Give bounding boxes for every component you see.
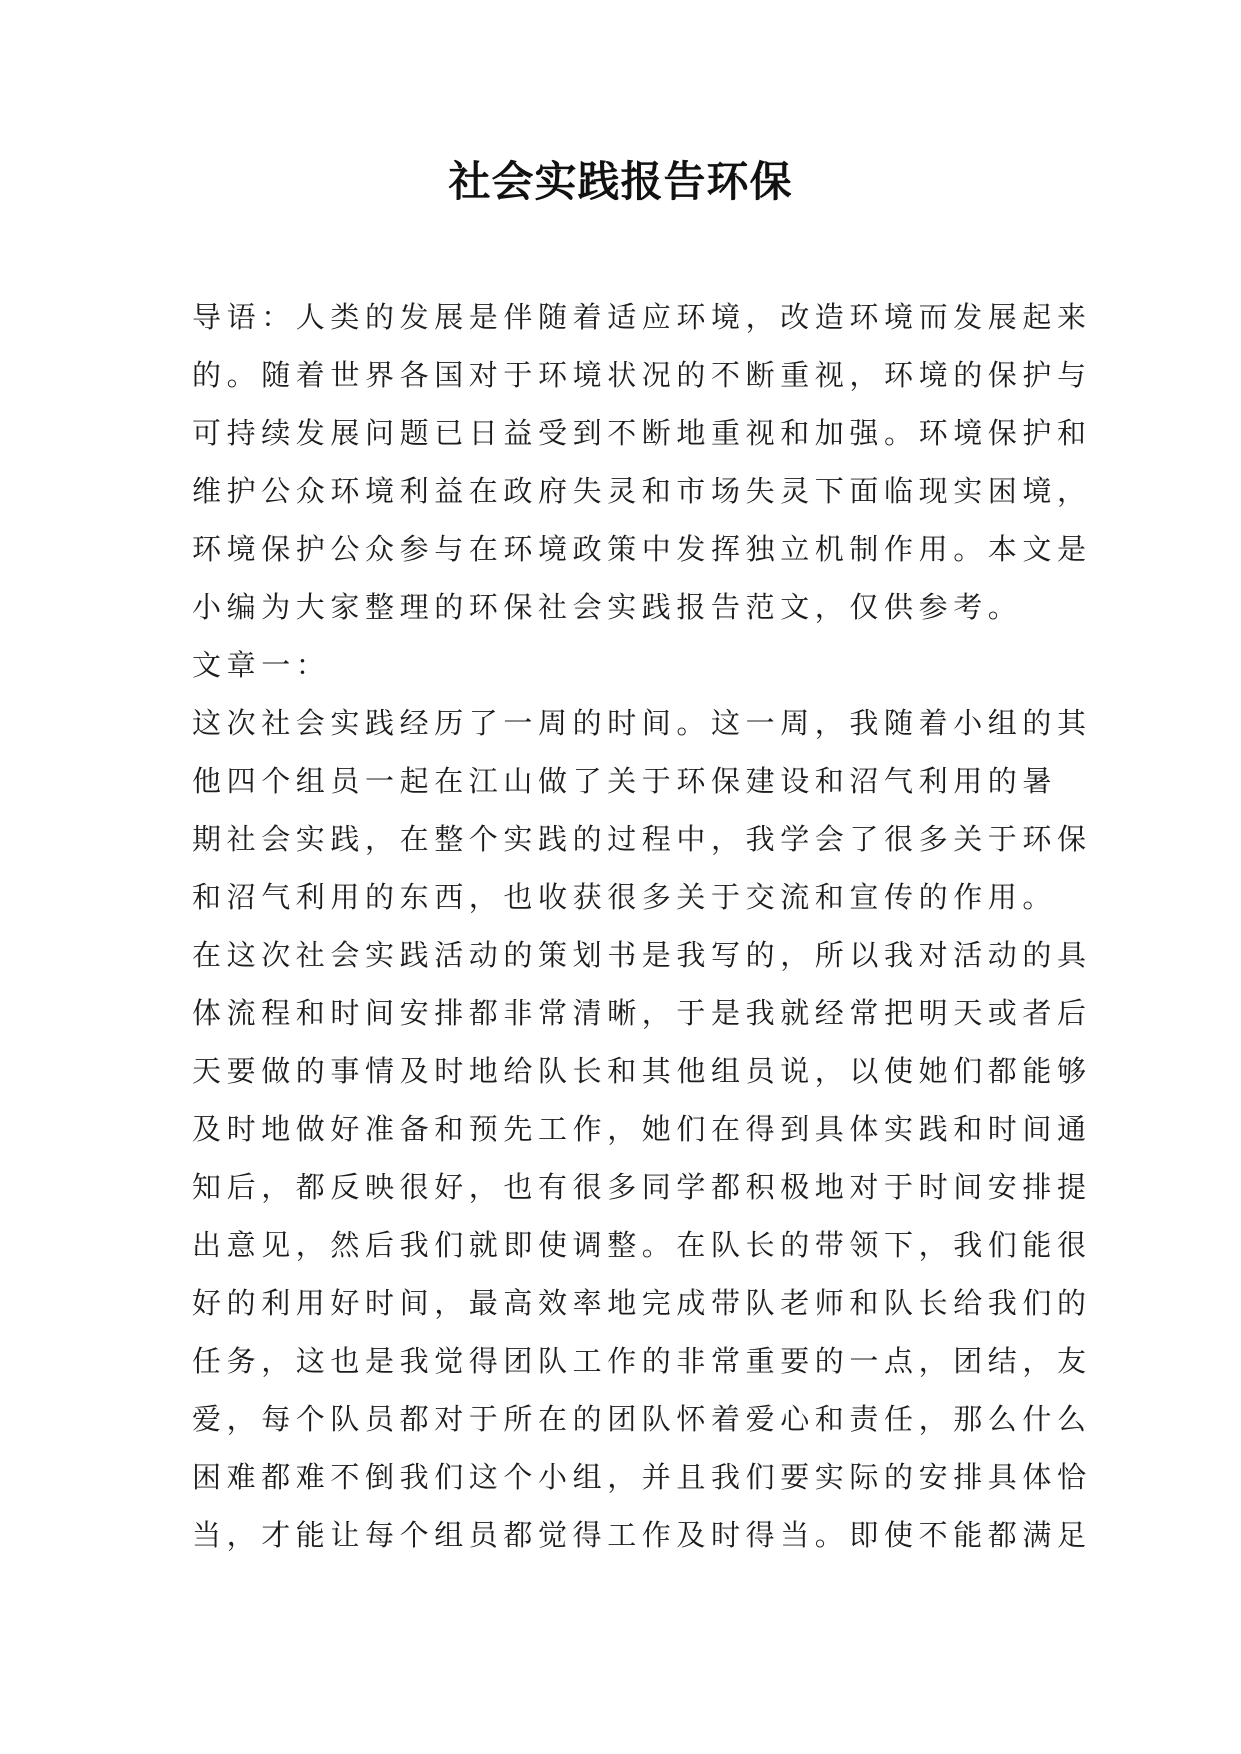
body-line: 导语：人类的发展是伴随着适应环境，改造环境而发展起来 [192,300,1092,334]
body-line: 可持续发展问题已日益受到不断地重视和加强。环境保护和 [192,416,1092,450]
body-line: 好的利用好时间，最高效率地完成带队老师和队长给我们的 [192,1286,1092,1320]
body-line: 出意见，然后我们就即使调整。在队长的带领下，我们能很 [192,1228,1092,1262]
section-heading: 文章一： [192,648,331,682]
body-line: 的。随着世界各国对于环境状况的不断重视，环境的保护与 [192,358,1092,392]
body-line: 这次社会实践经历了一周的时间。这一周，我随着小组的其 [192,706,1092,740]
body-line: 天要做的事情及时地给队长和其他组员说，以使她们都能够 [192,1054,1092,1088]
body-line: 任务，这也是我觉得团队工作的非常重要的一点，团结，友 [192,1344,1092,1378]
document-body [192,288,1092,1564]
body-line: 他四个组员一起在江山做了关于环保建设和沼气利用的暑 [192,764,1058,798]
body-line: 期社会实践，在整个实践的过程中，我学会了很多关于环保 [192,822,1092,856]
body-line: 知后，都反映很好，也有很多同学都积极地对于时间安排提 [192,1170,1092,1204]
document-title: 社会实践报告环保 [448,157,793,206]
body-line: 在这次社会实践活动的策划书是我写的，所以我对活动的具 [192,938,1092,972]
body-line: 体流程和时间安排都非常清晰，于是我就经常把明天或者后 [192,996,1092,1030]
body-line: 和沼气利用的东西，也收获很多关于交流和宣传的作用。 [192,880,1058,914]
body-line: 爱，每个队员都对于所在的团队怀着爱心和责任，那么什么 [192,1402,1092,1436]
body-line: 小编为大家整理的环保社会实践报告范文，仅供参考。 [192,590,1023,624]
body-line: 当，才能让每个组员都觉得工作及时得当。即使不能都满足 [192,1518,1092,1552]
body-line: 困难都难不倒我们这个小组，并且我们要实际的安排具体恰 [192,1460,1092,1494]
body-line: 及时地做好准备和预先工作，她们在得到具体实践和时间通 [192,1112,1092,1146]
body-line: 环境保护公众参与在环境政策中发挥独立机制作用。本文是 [192,532,1092,566]
body-line: 维护公众环境利益在政府失灵和市场失灵下面临现实困境， [192,474,1092,508]
